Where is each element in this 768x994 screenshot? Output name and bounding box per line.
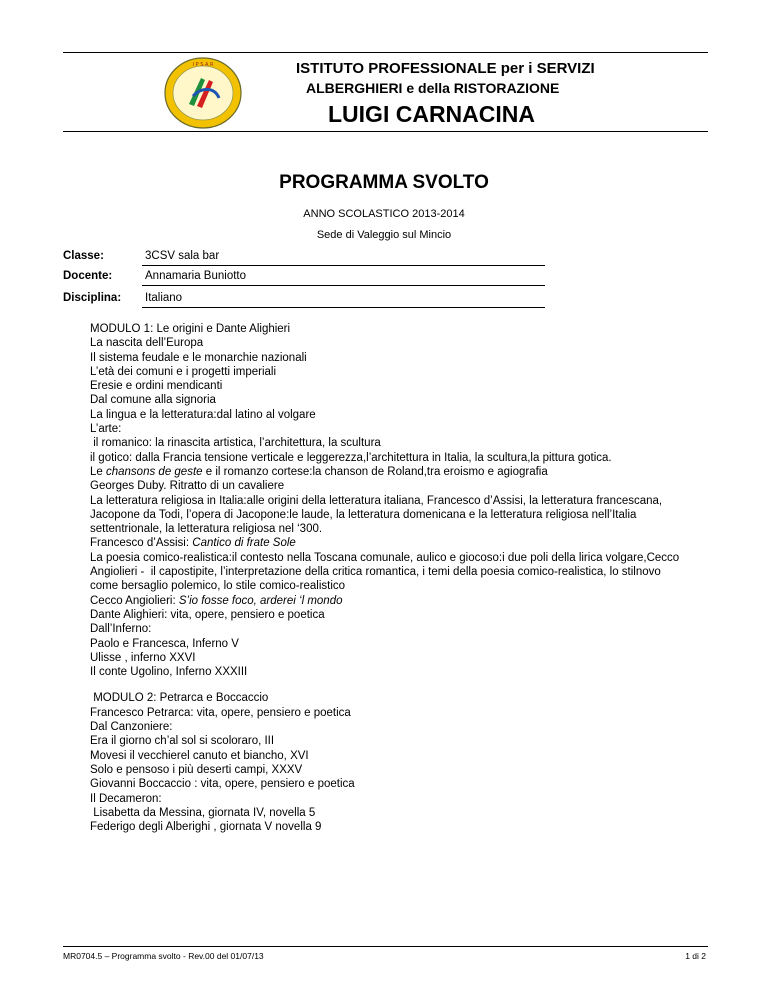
program-line: Movesi il vecchierel canuto et biancho, XVI	[90, 749, 309, 762]
classe-label: Classe:	[63, 250, 104, 262]
program-line: Georges Duby. Ritratto di un cavaliere	[90, 480, 285, 493]
program-line: L’arte:	[90, 423, 122, 436]
program-line: Il conte Ugolino, Inferno XXXIII	[90, 666, 248, 679]
program-line: Eresie e ordini mendicanti	[90, 380, 223, 393]
program-line: Dall’Inferno:	[90, 623, 152, 636]
program-line: Era il giorno ch’al sol si scoloraro, III	[90, 735, 275, 748]
school-site: Sede di Valeggio sul Mincio	[316, 229, 452, 241]
school-year: ANNO SCOLASTICO 2013-2014	[303, 208, 465, 220]
program-line: Solo e pensoso i più deserti campi, XXXV	[90, 763, 303, 776]
classe-value: 3CSV sala bar	[142, 250, 545, 266]
modulo-1	[90, 322, 710, 679]
program-line: Il sistema feudale e le monarchie nazionali	[90, 351, 307, 364]
program-line: La lingua e la letteratura:dal latino al volgare	[90, 408, 316, 421]
program-line: Dal Canzoniere:	[90, 721, 173, 734]
header-top-rule	[63, 52, 708, 53]
program-line: Dante Alighieri: vita, opere, pensiero e poetica	[90, 608, 325, 621]
footer-document-code: MR0704.5 – Programma svolto - Rev.00 del 01/07/13	[63, 951, 264, 961]
program-line: il romanico: la rinascita artistica, l’architettura, la scultura	[90, 437, 381, 450]
header-bottom-rule	[63, 131, 708, 132]
program-line: il gotico: dalla Francia tensione verticale e leggerezza,l’architettura in Italia, la scultura,la pittura gotica.	[90, 451, 612, 464]
program-line: MODULO 1: Le origini e Dante Alighieri	[90, 323, 291, 335]
program-line: Ulisse , inferno XXVI	[90, 651, 196, 664]
program-line: Federigo degli Alberighi , giornata V novella 9	[90, 821, 322, 834]
program-line: Paolo e Francesca, Inferno V	[90, 637, 239, 650]
footer-rule	[63, 946, 708, 947]
program-line: Il Decameron:	[90, 792, 162, 805]
program-line: Le chansons de geste e il romanzo cortese:la chanson de Roland,tra eroismo e agiografia	[90, 465, 548, 478]
program-line: Lisabetta da Messina, giornata IV, novella 5	[90, 806, 316, 819]
institute-name-line1: ISTITUTO PROFESSIONALE per i SERVIZI	[296, 60, 595, 77]
program-line: Giovanni Boccaccio : vita, opere, pensiero e poetica	[90, 778, 355, 791]
modulo-2	[90, 691, 710, 834]
program-line: Francesco d’Assisi: Cantico di frate Sole	[90, 537, 296, 550]
program-line: Angiolieri - il capostipite, l’interpretazione della critica romantica, i temi della poesia comico-realistica, lo stilnovo	[90, 566, 661, 579]
program-line: Jacopone da Todi, l’opera di Jacopone:le laude, la letteratura domenicana e la letteratura religiosa nell’Italia	[90, 508, 637, 521]
program-content	[90, 322, 710, 834]
school-crest-logo-icon	[163, 56, 243, 130]
program-line: La letteratura religiosa in Italia:alle origini della letteratura italiana, Francesco d’Assisi, la letteratura francescana,	[90, 494, 663, 507]
program-line: La nascita dell’Europa	[90, 337, 204, 350]
program-line: L’età dei comuni e i progetti imperiali	[90, 365, 277, 378]
program-line: MODULO 2: Petrarca e Boccaccio	[90, 692, 269, 705]
svg-text:I P S A R: I P S A R	[192, 62, 214, 68]
disciplina-value: Italiano	[142, 292, 545, 308]
docente-value: Annamaria Buniotto	[142, 270, 545, 286]
program-line: La poesia comico-realistica:il contesto nella Toscana comunale, aulico e giocoso:i due poli della lirica volgare,Cecco	[90, 551, 680, 564]
institute-name-line2: ALBERGHIERI e della RISTORAZIONE	[306, 80, 560, 96]
program-line: Francesco Petrarca: vita, opere, pensiero e poetica	[90, 706, 351, 719]
program-line: Dal comune alla signoria	[90, 394, 216, 407]
disciplina-label: Disciplina:	[63, 292, 122, 304]
footer-page-number: 1 di 2	[685, 951, 706, 961]
institute-name-line3: LUIGI CARNACINA	[328, 101, 535, 127]
docente-label: Docente:	[63, 270, 113, 282]
program-line: come bersaglio polemico, lo stile comico-realistico	[90, 580, 346, 593]
program-line: Cecco Angiolieri: S’io fosse foco, arderei ‘l mondo	[90, 594, 343, 607]
program-line: settentrionale, la letteratura religiosa nel ‘300.	[90, 523, 323, 536]
document-title: PROGRAMMA SVOLTO	[279, 172, 489, 193]
